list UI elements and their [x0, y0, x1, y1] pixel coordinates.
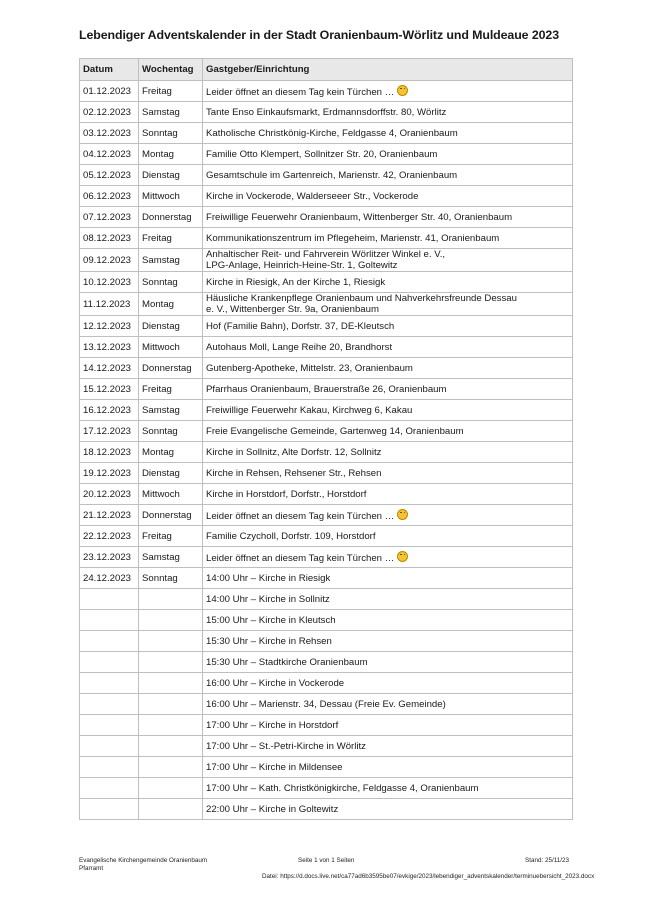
cell-host — [203, 799, 573, 820]
cell-weekday: Sonntag — [139, 123, 203, 144]
column-header-weekday: Wochentag — [139, 59, 203, 81]
column-header-host: Gastgeber/Einrichtung — [203, 59, 573, 81]
cell-date: 10.12.2023 — [80, 272, 139, 293]
cell-host-text: Katholische Christkönig-Kirche, Feldgasse 4, Oranienbaum — [206, 127, 458, 139]
cell-host — [203, 400, 573, 421]
table-row — [80, 568, 573, 589]
cell-weekday: Freitag — [139, 526, 203, 547]
table-row — [80, 652, 573, 673]
table-row — [80, 463, 573, 484]
cell-weekday: Dienstag — [139, 165, 203, 186]
cell-host — [203, 526, 573, 547]
table-row — [80, 123, 573, 144]
cell-host — [203, 505, 573, 526]
cell-host — [203, 484, 573, 505]
cell-host-line: e. V., Wittenberger Str. 9a, Oranienbaum — [206, 304, 379, 315]
cell-weekday: Mittwoch — [139, 484, 203, 505]
cell-host-text: Familie Otto Klempert, Sollnitzer Str. 20, Oranienbaum — [206, 148, 438, 160]
cell-host-text: 17:00 Uhr – Kath. Christkönigkirche, Feldgasse 4, Oranienbaum — [206, 782, 479, 794]
cell-host — [203, 123, 573, 144]
cell-date: 23.12.2023 — [80, 547, 139, 568]
cell-weekday: Montag — [139, 144, 203, 165]
cell-host-text: 15:00 Uhr – Kirche in Kleutsch — [206, 614, 336, 626]
table-row — [80, 610, 573, 631]
cell-date: 20.12.2023 — [80, 484, 139, 505]
cell-host-text: 15:30 Uhr – Stadtkirche Oranienbaum — [206, 656, 368, 668]
cell-host-text: Freie Evangelische Gemeinde, Gartenweg 14, Oranienbaum — [206, 425, 464, 437]
cell-weekday — [139, 736, 203, 757]
cell-host-line: LPG-Anlage, Heinrich-Heine-Str. 1, Goltewitz — [206, 260, 398, 271]
cell-host-text: 14:00 Uhr – Kirche in Riesigk — [206, 572, 331, 584]
cell-date: 24.12.2023 — [80, 568, 139, 589]
cell-weekday: Freitag — [139, 379, 203, 400]
cell-weekday — [139, 778, 203, 799]
cell-host-text: Kirche in Sollnitz, Alte Dorfstr. 12, Sollnitz — [206, 446, 382, 458]
cell-host — [203, 249, 573, 272]
table-row — [80, 102, 573, 123]
cell-date: 17.12.2023 — [80, 421, 139, 442]
cell-host-text: Freiwillige Feuerwehr Oranienbaum, Wittenberger Str. 40, Oranienbaum — [206, 211, 513, 223]
cell-date — [80, 631, 139, 652]
cell-weekday — [139, 694, 203, 715]
cell-host — [203, 293, 573, 316]
cell-host-text: Leider öffnet an diesem Tag kein Türchen … — [206, 552, 395, 564]
cell-weekday: Sonntag — [139, 421, 203, 442]
table-row — [80, 316, 573, 337]
cell-host-text: 17:00 Uhr – Kirche in Mildensee — [206, 761, 343, 773]
cell-date — [80, 694, 139, 715]
advent-calendar-table — [79, 58, 573, 820]
table-row — [80, 337, 573, 358]
table-row — [80, 144, 573, 165]
cell-host-text: Gutenberg-Apotheke, Mittelstr. 23, Oranienbaum — [206, 362, 413, 374]
cell-host-text: Pfarrhaus Oranienbaum, Brauerstraße 26, Oranienbaum — [206, 383, 447, 395]
table-row — [80, 400, 573, 421]
cell-date: 09.12.2023 — [80, 249, 139, 272]
table-row — [80, 778, 573, 799]
cell-weekday — [139, 610, 203, 631]
cell-date — [80, 757, 139, 778]
table-row — [80, 715, 573, 736]
cell-host — [203, 186, 573, 207]
cell-host-text: Hof (Familie Bahn), Dorfstr. 37, DE-Kleutsch — [206, 320, 395, 332]
cell-host — [203, 272, 573, 293]
table-row — [80, 505, 573, 526]
cell-weekday — [139, 631, 203, 652]
table-row — [80, 228, 573, 249]
cell-host — [203, 463, 573, 484]
cell-host — [203, 673, 573, 694]
cell-host-text: Familie Czycholl, Dorfstr. 109, Horstdorf — [206, 530, 376, 542]
cell-host-text: Kirche in Vockerode, Walderseeer Str., Vockerode — [206, 190, 419, 202]
cell-weekday — [139, 673, 203, 694]
table-row — [80, 547, 573, 568]
cell-host-text: Leider öffnet an diesem Tag kein Türchen … — [206, 86, 395, 98]
cell-date: 21.12.2023 — [80, 505, 139, 526]
table-row — [80, 421, 573, 442]
cell-weekday: Mittwoch — [139, 337, 203, 358]
table-row — [80, 165, 573, 186]
cell-host — [203, 337, 573, 358]
cell-host-text: Kommunikationszentrum im Pflegeheim, Marienstr. 41, Oranienbaum — [206, 232, 500, 244]
cell-host-text: Autohaus Moll, Lange Reihe 20, Brandhorst — [206, 341, 393, 353]
cell-date — [80, 799, 139, 820]
cell-host — [203, 358, 573, 379]
cell-weekday: Samstag — [139, 249, 203, 272]
cell-host-text: Kirche in Horstdorf, Dorfstr., Horstdorf — [206, 488, 367, 500]
cell-host-text: 17:00 Uhr – Kirche in Horstdorf — [206, 719, 339, 731]
cell-weekday: Donnerstag — [139, 505, 203, 526]
cell-host — [203, 652, 573, 673]
table-row — [80, 293, 573, 316]
table-row — [80, 207, 573, 228]
cell-host — [203, 715, 573, 736]
cell-weekday — [139, 589, 203, 610]
cell-host — [203, 207, 573, 228]
cell-weekday: Donnerstag — [139, 358, 203, 379]
cell-date — [80, 652, 139, 673]
footer-file-path: Datei: https://d.docs.live.net/ca77ad6b3595be07/evkige/2023/lebendiger_adventskalender/terminuebersicht_2023.docx — [262, 873, 595, 880]
cell-date — [80, 610, 139, 631]
cell-date — [80, 673, 139, 694]
table-row — [80, 442, 573, 463]
cell-weekday: Dienstag — [139, 316, 203, 337]
cell-host-line: Anhaltischer Reit- und Fahrverein Wörlitzer Winkel e. V., — [206, 249, 446, 260]
cell-date — [80, 589, 139, 610]
cell-host-text: Freiwillige Feuerwehr Kakau, Kirchweg 6, Kakau — [206, 404, 413, 416]
cell-weekday: Montag — [139, 442, 203, 463]
cell-weekday: Sonntag — [139, 568, 203, 589]
cell-weekday: Montag — [139, 293, 203, 316]
cell-weekday — [139, 652, 203, 673]
footer-date-stand: Stand: 25/11/23 — [525, 857, 569, 864]
cell-host — [203, 568, 573, 589]
cell-host — [203, 631, 573, 652]
footer-page-number: Seite 1 von 1 Seiten — [298, 857, 355, 864]
cell-host — [203, 144, 573, 165]
cell-host — [203, 757, 573, 778]
cell-date: 07.12.2023 — [80, 207, 139, 228]
sad-face-icon — [397, 509, 408, 520]
cell-host-text: 15:30 Uhr – Kirche in Rehsen — [206, 635, 332, 647]
cell-host — [203, 610, 573, 631]
cell-weekday: Samstag — [139, 547, 203, 568]
table-row — [80, 379, 573, 400]
cell-weekday: Sonntag — [139, 272, 203, 293]
cell-host — [203, 379, 573, 400]
table-row — [80, 526, 573, 547]
sad-face-icon — [397, 551, 408, 562]
cell-date: 13.12.2023 — [80, 337, 139, 358]
cell-host-text: Leider öffnet an diesem Tag kein Türchen … — [206, 510, 395, 522]
cell-host-text: 22:00 Uhr – Kirche in Goltewitz — [206, 803, 339, 815]
table-row — [80, 186, 573, 207]
table-row — [80, 757, 573, 778]
cell-date: 06.12.2023 — [80, 186, 139, 207]
cell-host — [203, 547, 573, 568]
cell-host-line: Häusliche Krankenpflege Oranienbaum und Nahverkehrsfreunde Dessau — [206, 293, 517, 304]
footer-organization-name: Evangelische Kirchengemeinde Oranienbaum — [79, 857, 208, 864]
cell-weekday: Samstag — [139, 400, 203, 421]
cell-date: 05.12.2023 — [80, 165, 139, 186]
table-row — [80, 673, 573, 694]
table-row — [80, 81, 573, 102]
cell-date: 15.12.2023 — [80, 379, 139, 400]
table-row — [80, 589, 573, 610]
cell-date: 18.12.2023 — [80, 442, 139, 463]
cell-weekday — [139, 757, 203, 778]
cell-host-text: Kirche in Rehsen, Rehsener Str., Rehsen — [206, 467, 382, 479]
cell-date: 11.12.2023 — [80, 293, 139, 316]
cell-date: 16.12.2023 — [80, 400, 139, 421]
cell-host — [203, 589, 573, 610]
cell-date: 14.12.2023 — [80, 358, 139, 379]
cell-weekday — [139, 715, 203, 736]
sad-face-icon — [397, 85, 408, 96]
cell-date: 19.12.2023 — [80, 463, 139, 484]
cell-date — [80, 715, 139, 736]
footer-organization — [79, 857, 207, 873]
cell-date: 08.12.2023 — [80, 228, 139, 249]
cell-date: 03.12.2023 — [80, 123, 139, 144]
cell-host-text: 14:00 Uhr – Kirche in Sollnitz — [206, 593, 330, 605]
table-row — [80, 358, 573, 379]
cell-host — [203, 694, 573, 715]
table-row — [80, 484, 573, 505]
cell-host-text: 16:00 Uhr – Marienstr. 34, Dessau (Freie Ev. Gemeinde) — [206, 698, 446, 710]
cell-weekday: Dienstag — [139, 463, 203, 484]
table-header-row — [80, 59, 573, 81]
cell-host — [203, 736, 573, 757]
column-header-date: Datum — [80, 59, 139, 81]
cell-host-text: Kirche in Riesigk, An der Kirche 1, Riesigk — [206, 276, 386, 288]
cell-host-text: Gesamtschule im Gartenreich, Marienstr. 42, Oranienbaum — [206, 169, 458, 181]
cell-weekday: Freitag — [139, 228, 203, 249]
table-row — [80, 249, 573, 272]
cell-host — [203, 81, 573, 102]
cell-host — [203, 165, 573, 186]
cell-date — [80, 736, 139, 757]
table-row — [80, 799, 573, 820]
cell-host — [203, 778, 573, 799]
cell-host — [203, 316, 573, 337]
cell-host-text: 16:00 Uhr – Kirche in Vockerode — [206, 677, 345, 689]
cell-date: 01.12.2023 — [80, 81, 139, 102]
cell-host — [203, 228, 573, 249]
cell-weekday: Freitag — [139, 81, 203, 102]
cell-weekday: Samstag — [139, 102, 203, 123]
cell-date — [80, 778, 139, 799]
cell-date: 04.12.2023 — [80, 144, 139, 165]
document-title: Lebendiger Adventskalender in der Stadt Oranienbaum-Wörlitz und Muldeaue 2023 — [79, 28, 559, 42]
cell-host-text: 17:00 Uhr – St.-Petri-Kirche in Wörlitz — [206, 740, 366, 752]
table-row — [80, 694, 573, 715]
cell-host-text: Tante Enso Einkaufsmarkt, Erdmannsdorffstr. 80, Wörlitz — [206, 106, 447, 118]
footer-organization-office: Pfarramt — [79, 865, 104, 872]
table-row — [80, 736, 573, 757]
table-row — [80, 272, 573, 293]
cell-host — [203, 421, 573, 442]
cell-host — [203, 102, 573, 123]
cell-date: 02.12.2023 — [80, 102, 139, 123]
cell-date: 22.12.2023 — [80, 526, 139, 547]
cell-host — [203, 442, 573, 463]
cell-date: 12.12.2023 — [80, 316, 139, 337]
cell-weekday: Donnerstag — [139, 207, 203, 228]
cell-weekday: Mittwoch — [139, 186, 203, 207]
cell-weekday — [139, 799, 203, 820]
table-row — [80, 631, 573, 652]
